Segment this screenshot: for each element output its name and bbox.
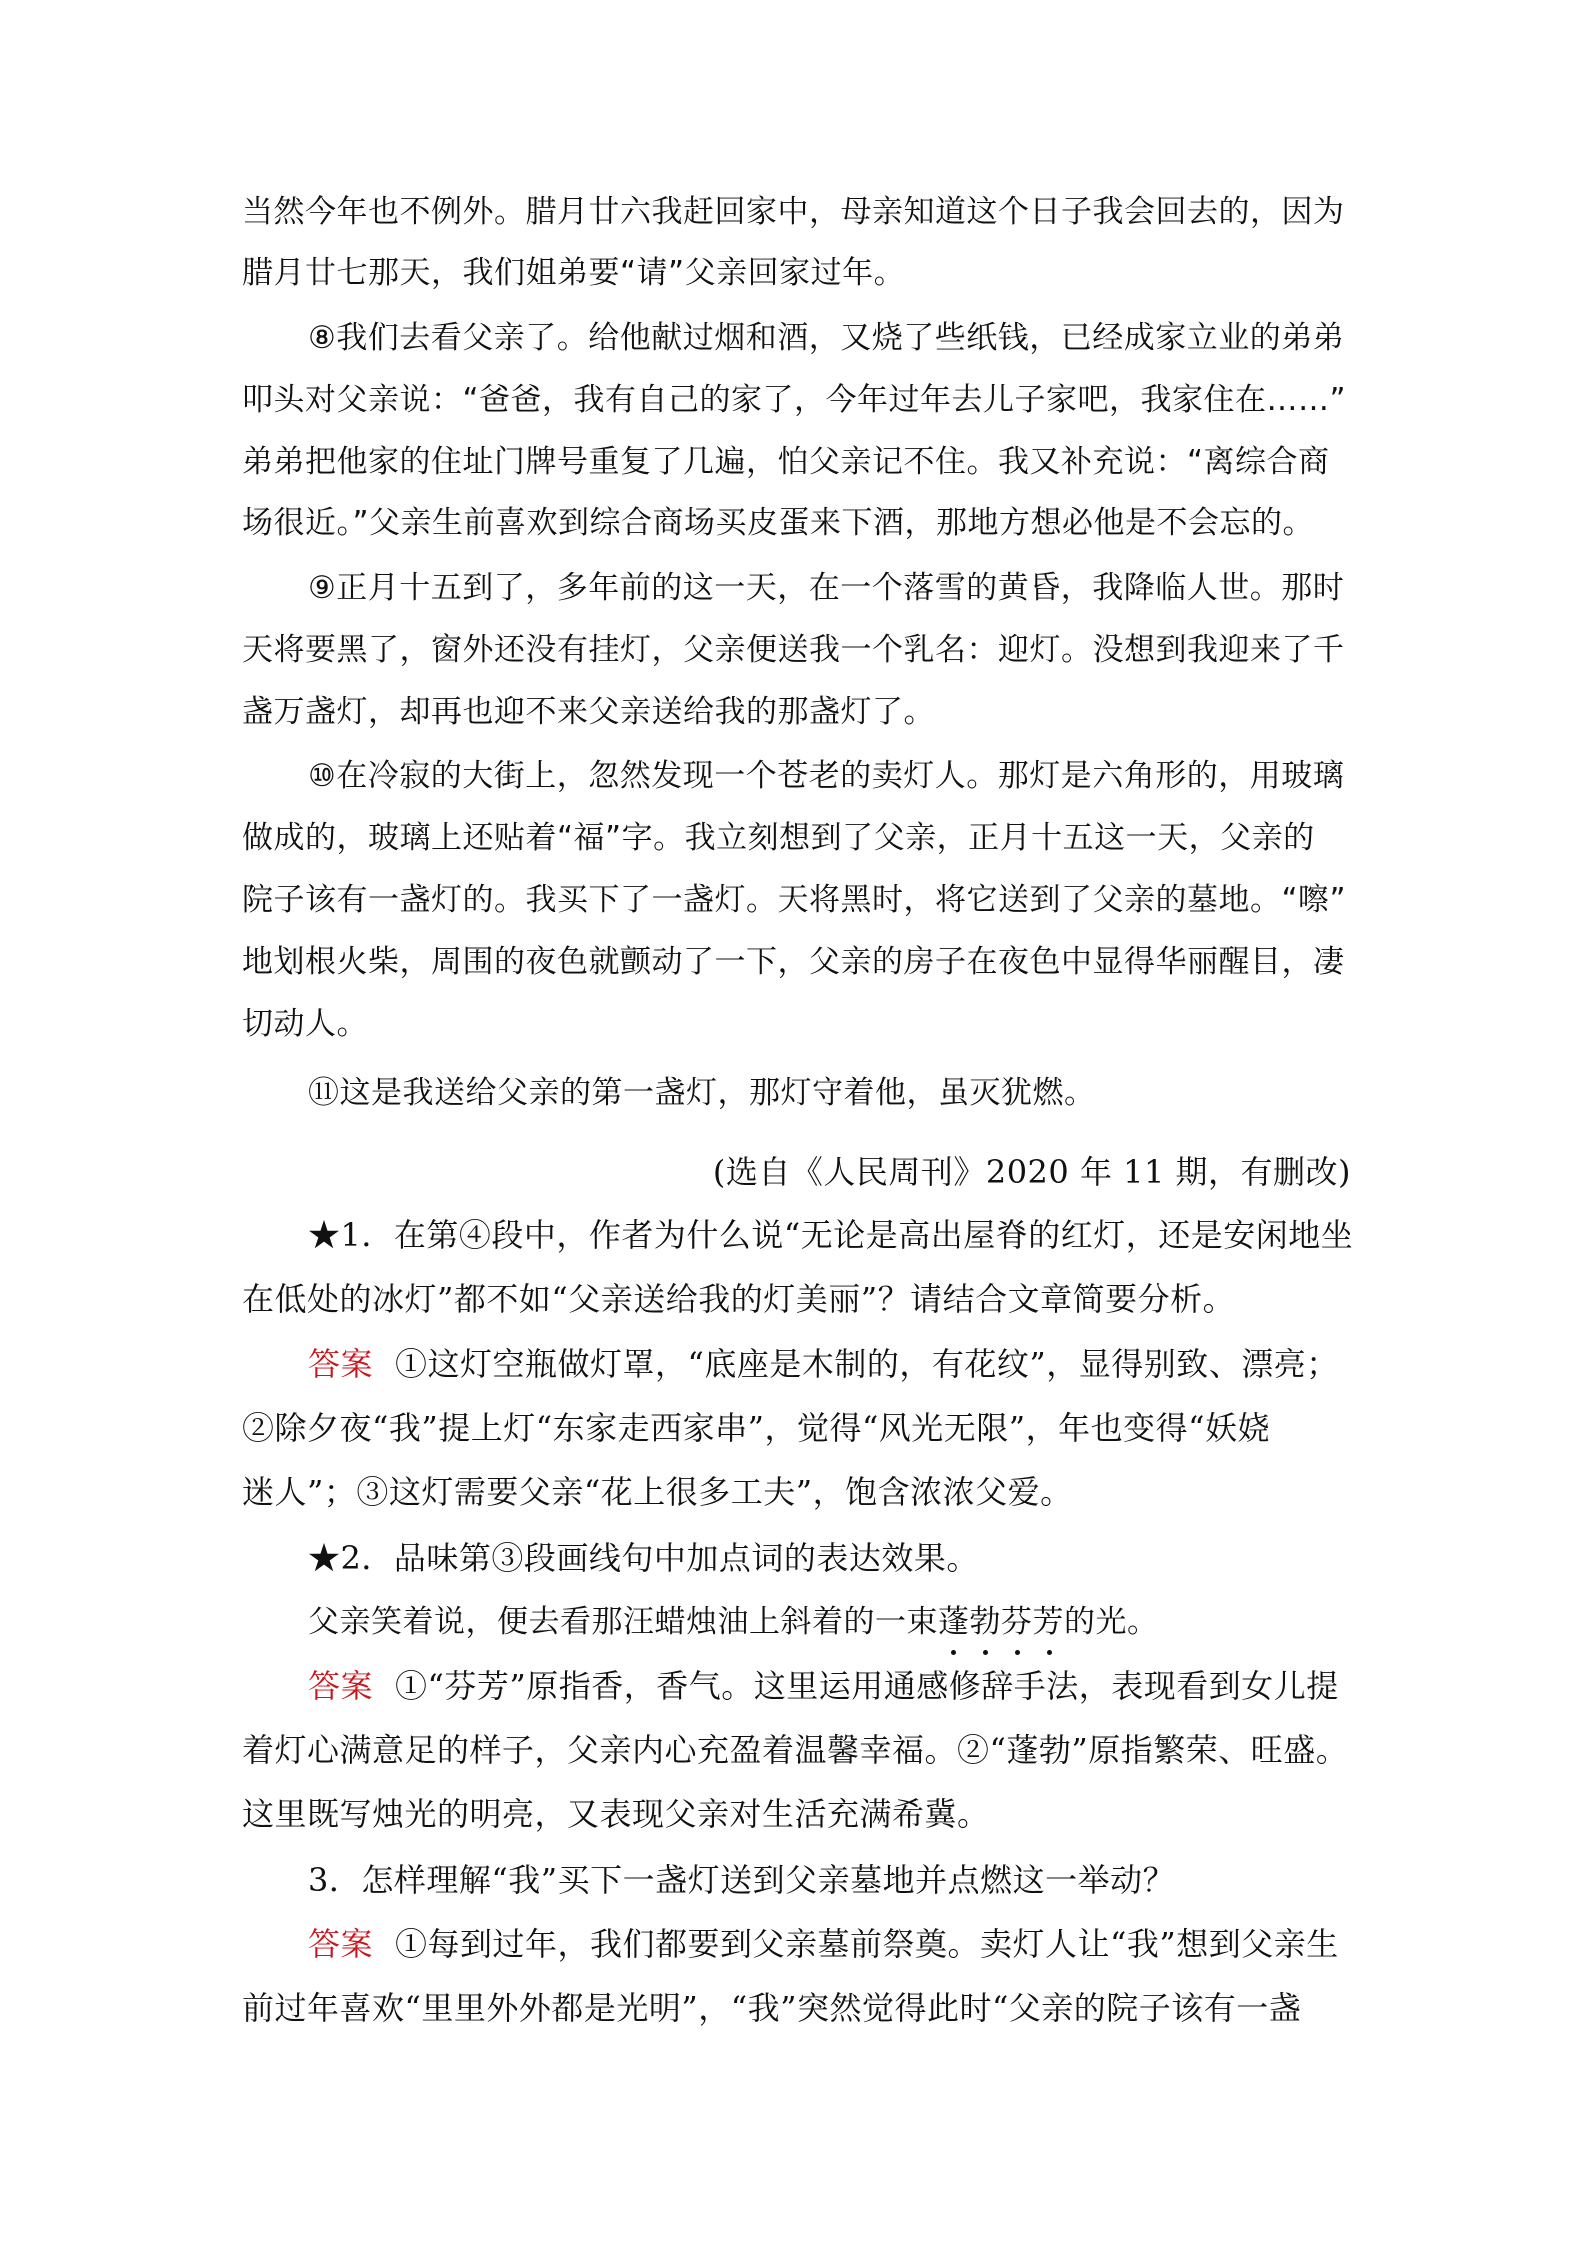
p8-line-1: ⑧我们去看父亲了。给他献过烟和酒，又烧了些纸钱，已经成家立业的弟弟 [308,320,1345,356]
answer-3-text-1: ①每到过年，我们都要到父亲墓前祭奠。卖灯人让“我”想到父亲生 [395,1925,1339,1963]
p10-line-1: ⑩在冷寂的大街上，忽然发现一个苍老的卖灯人。那灯是六角形的，用玻璃 [308,758,1345,794]
p7-line-1: 当然今年也不例外。腊月廿六我赶回家中，母亲知道这个日子我会回去的，因为 [242,194,1345,230]
answer-3-line-2: 前过年喜欢“里里外外都是光明”，“我”突然觉得此时“父亲的院子该有一盏 [242,1989,1302,2027]
answer-3-line-1 [308,1924,1339,1964]
p8-line-4: 场很近。”父亲生前喜欢到综合商场买皮蛋来下酒，那地方想必他是不会忘的。 [242,505,1315,541]
answer-2-line-3: 这里既写烛光的明亮，又表现父亲对生活充满希冀。 [242,1795,990,1833]
p9-line-1: ⑨正月十五到了，多年前的这一天，在一个落雪的黄昏，我降临人世。那时 [308,570,1345,606]
dotted-words-text: 蓬勃芬芳 [938,1604,1064,1640]
p8-line-3: 弟弟把他家的住址门牌号重复了几遍，怕父亲记不住。我又补充说：“离综合商 [242,444,1330,480]
quote-dotted-words [938,1604,1064,1640]
answer-1-line-1 [308,1344,1339,1384]
answer-2-line-1 [308,1666,1339,1706]
question-2-quote [308,1602,1159,1642]
answer-1-text-1: ①这灯空瓶做灯罩，“底座是木制的，有花纹”，显得别致、漂亮； [395,1345,1339,1383]
question-3: 3．怎样理解“我”买下一盏灯送到父亲墓地并点燃这一举动？ [308,1861,1176,1899]
answer-1-line-2: ②除夕夜“我”提上灯“东家走西家串”，觉得“风光无限”，年也变得“妖娆 [242,1409,1271,1447]
answer-label: 答案 [308,1667,374,1705]
answer-label: 答案 [308,1925,374,1963]
question-2: ★2．品味第③段画线句中加点词的表达效果。 [308,1539,979,1577]
p10-line-3: 院子该有一盏灯的。我买下了一盏灯。天将黑时，将它送到了父亲的墓地。“嚓” [242,882,1347,918]
emphasis-dot [1015,1650,1020,1655]
answer-2-text-1: ①“芬芳”原指香，香气。这里运用通感修辞手法，表现看到女儿提 [395,1667,1339,1705]
p9-line-2: 天将要黑了，窗外还没有挂灯，父亲便送我一个乳名：迎灯。没想到我迎来了千 [242,632,1345,668]
answer-label: 答案 [308,1345,374,1383]
answer-1-line-3: 迷人”；③这灯需要父亲“花上很多工夫”，饱含浓浓父爱。 [242,1473,1073,1511]
quote-pre: 父亲笑着说，便去看那汪蜡烛油上斜着的一束 [308,1604,938,1640]
p10-line-5: 切动人。 [242,1006,368,1042]
answer-2-line-2: 着灯心满意足的样子，父亲内心充盈着温馨幸福。②“蓬勃”原指繁荣、旺盛。 [242,1731,1349,1769]
question-1-line-1: ★1．在第④段中，作者为什么说“无论是高出屋脊的红灯，还是安闲地坐 [308,1216,1354,1254]
source-citation: (选自《人民周刊》2020 年 11 期，有删改) [712,1153,1351,1191]
p7-line-2: 腊月廿七那天，我们姐弟要“请”父亲回家过年。 [242,255,906,291]
emphasis-dot [983,1650,988,1655]
p9-line-3: 盏万盏灯，却再也迎不来父亲送给我的那盏灯了。 [242,694,935,730]
emphasis-dot [1047,1650,1052,1655]
emphasis-dot [951,1650,956,1655]
p11-line: ⑪这是我送给父亲的第一盏灯，那灯守着他，虽灭犹燃。 [308,1075,1096,1111]
p10-line-2: 做成的，玻璃上还贴着“福”字。我立刻想到了父亲，正月十五这一天，父亲的 [242,820,1315,856]
question-1-line-2: 在低处的冰灯”都不如“父亲送给我的灯美丽”？请结合文章简要分析。 [242,1280,1236,1318]
p8-line-2: 叩头对父亲说：“爸爸，我有自己的家了，今年过年去儿子家吧，我家住在……” [242,382,1347,418]
quote-post: 的光。 [1064,1604,1159,1640]
p10-line-4: 地划根火柴，周围的夜色就颤动了一下，父亲的房子在夜色中显得华丽醒目，凄 [242,944,1345,980]
